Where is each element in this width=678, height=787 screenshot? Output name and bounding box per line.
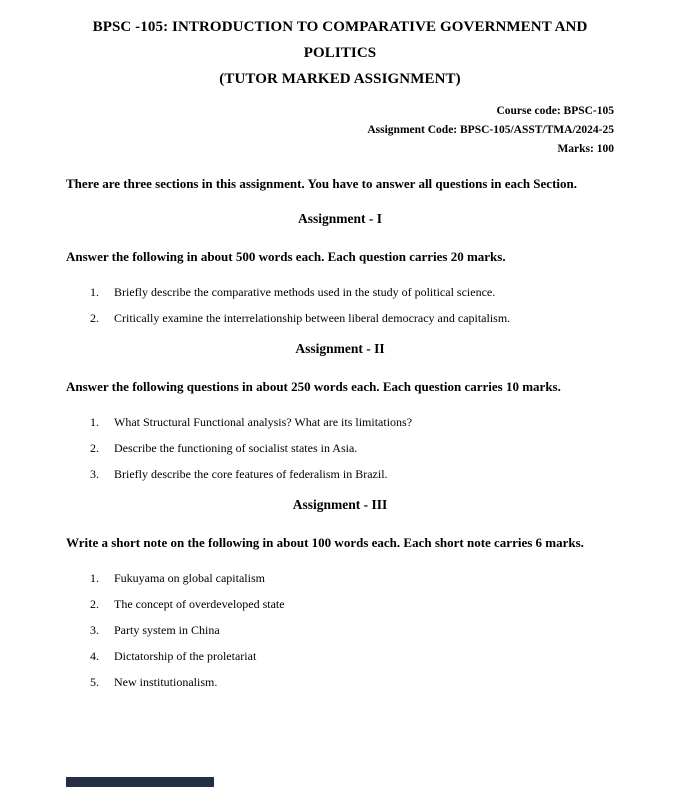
next-page-edge — [66, 777, 214, 787]
question-number: 3. — [90, 467, 99, 481]
question-text: The concept of overdeveloped state — [114, 597, 285, 611]
assignment-meta — [66, 102, 614, 159]
question-text: What Structural Functional analysis? What are its limitations? — [114, 415, 413, 429]
question-item — [90, 571, 614, 586]
question-list-2 — [66, 415, 614, 482]
question-text: Party system in China — [114, 623, 220, 637]
question-text: Describe the functioning of socialist states in Asia. — [114, 441, 358, 455]
question-number: 1. — [90, 571, 99, 585]
assignment-code: Assignment Code: BPSC-105/ASST/TMA/2024-25 — [367, 124, 614, 136]
question-text: Fukuyama on global capitalism — [114, 571, 265, 585]
section-instruction-3: Write a short note on the following in about 100 words each. Each short note carries 6 marks. — [66, 535, 584, 550]
section-heading-assignment-1: Assignment - I — [297, 211, 382, 226]
question-text: Dictatorship of the proletariat — [114, 649, 257, 663]
question-text: Briefly describe the comparative methods used in the study of political science. — [114, 285, 496, 299]
title-line-1: BPSC -105: INTRODUCTION TO COMPARATIVE GOVERNMENT AND POLITICS — [92, 19, 588, 61]
question-item — [90, 467, 614, 482]
question-number: 2. — [90, 441, 99, 455]
question-item — [90, 415, 614, 430]
title-line-2: (TUTOR MARKED ASSIGNMENT) — [219, 71, 461, 87]
question-text: Critically examine the interrelationship between liberal democracy and capitalism. — [114, 311, 511, 325]
question-item — [90, 311, 614, 326]
question-number: 5. — [90, 675, 99, 689]
question-item — [90, 285, 614, 300]
question-item — [90, 441, 614, 456]
question-item — [90, 623, 614, 638]
intro-paragraph: There are three sections in this assignment. You have to answer all questions in each Section. — [66, 176, 577, 191]
document-title — [66, 14, 614, 92]
section-instruction-1: Answer the following in about 500 words each. Each question carries 20 marks. — [66, 249, 506, 264]
question-number: 1. — [90, 285, 99, 299]
question-item — [90, 597, 614, 612]
question-list-1 — [66, 285, 614, 326]
question-item — [90, 649, 614, 664]
section-heading-assignment-2: Assignment - II — [295, 341, 385, 356]
question-number: 2. — [90, 311, 99, 325]
marks-total: Marks: 100 — [557, 143, 614, 155]
question-number: 2. — [90, 597, 99, 611]
question-list-3 — [66, 571, 614, 690]
section-instruction-2: Answer the following questions in about 250 words each. Each question carries 10 marks. — [66, 379, 561, 394]
question-item — [90, 675, 614, 690]
question-text: Briefly describe the core features of federalism in Brazil. — [114, 467, 388, 481]
question-text: New institutionalism. — [114, 675, 218, 689]
section-heading-assignment-3: Assignment - III — [292, 497, 388, 512]
course-code: Course code: BPSC-105 — [496, 105, 614, 117]
question-number: 4. — [90, 649, 99, 663]
question-number: 1. — [90, 415, 99, 429]
question-number: 3. — [90, 623, 99, 637]
